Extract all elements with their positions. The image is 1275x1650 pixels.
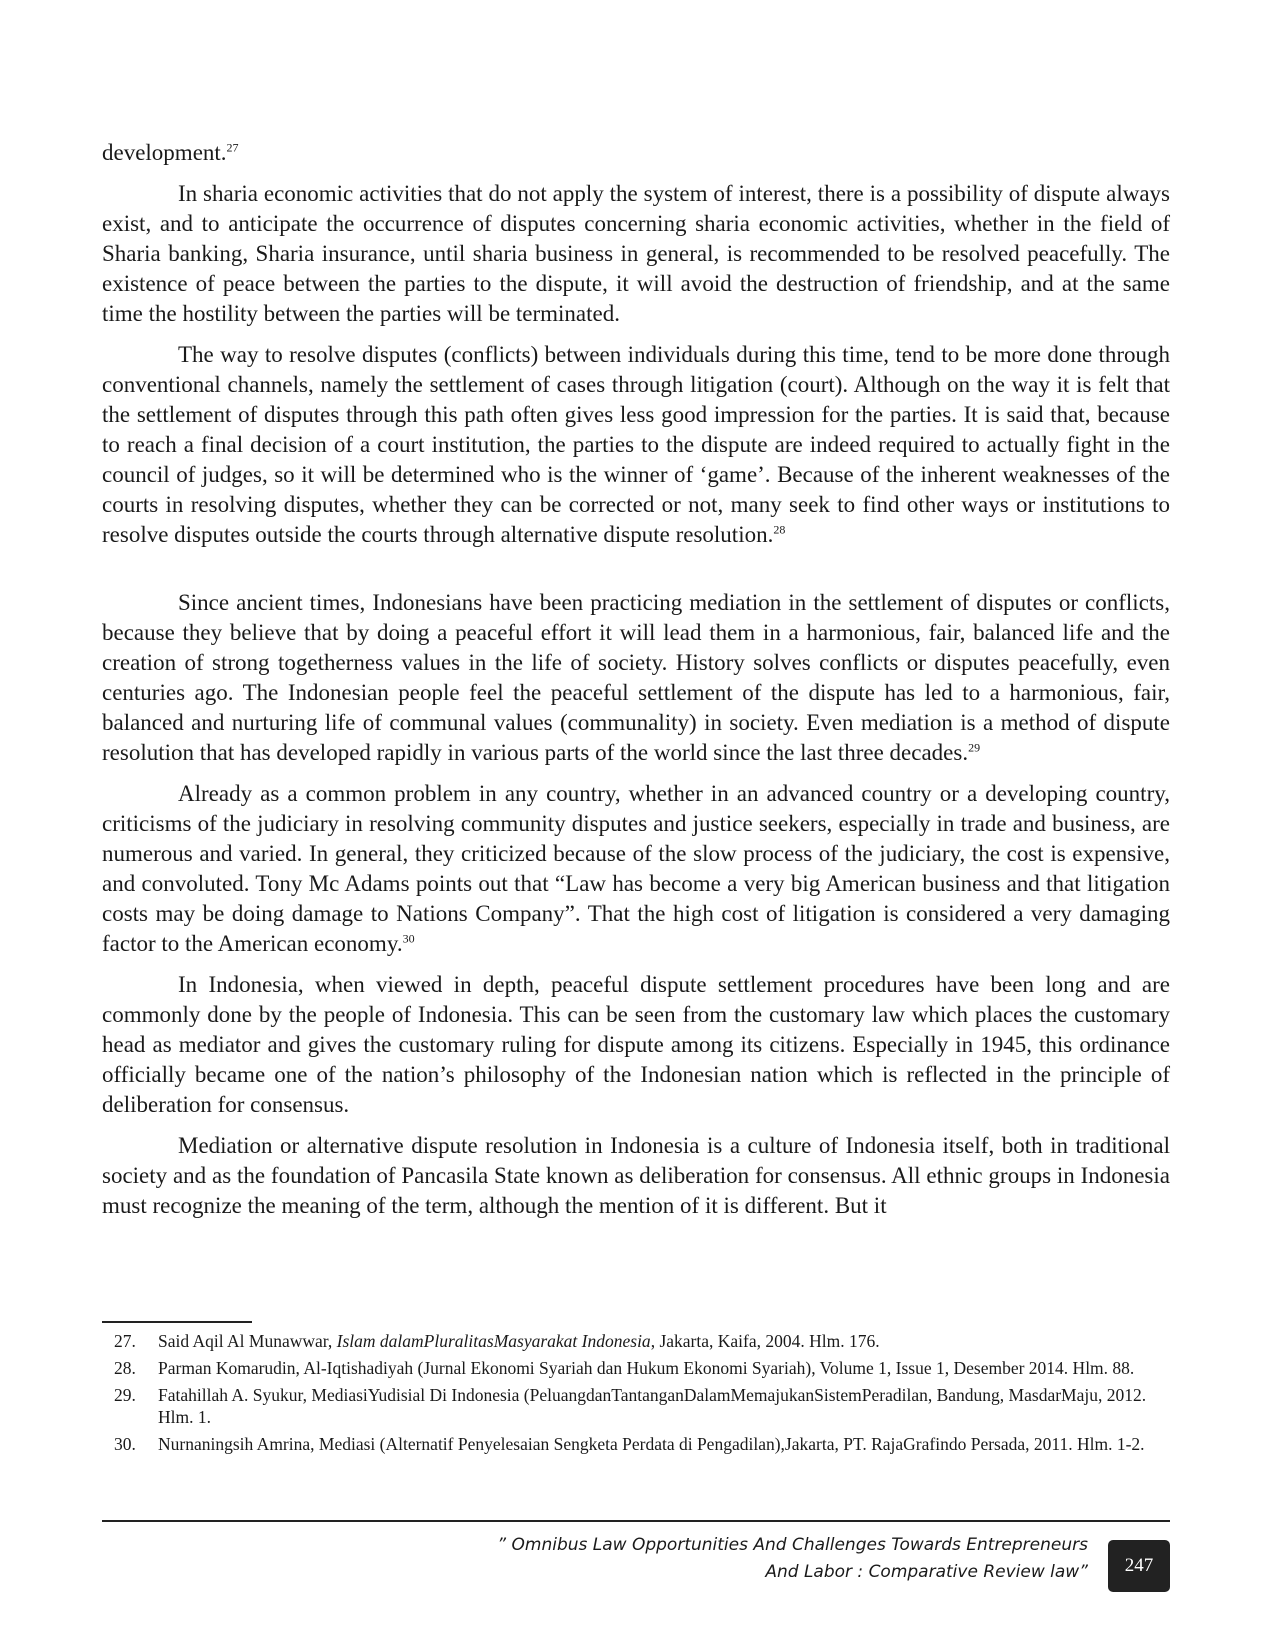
footnotes (102, 1330, 1170, 1460)
paragraph-text: development. (102, 140, 227, 165)
paragraph-continuation (102, 138, 1170, 168)
footnote-ref-30[interactable]: 30 (402, 931, 415, 946)
running-footer (388, 1532, 1088, 1586)
footnote-text: Parman Komarudin, Al-Iqtishadiyah (Jurnal Ekonomi Syariah dan Hukum Ekonomi Syariah), Volume 1, Issue 1, Desember 2014. Hlm. 88. (158, 1358, 1135, 1378)
footer-divider (102, 1520, 1170, 1522)
footnote-number: 29. (114, 1385, 136, 1405)
page-number: 247 (1124, 1555, 1154, 1576)
footer-line-2: And Labor : Comparative Review law” (765, 1562, 1088, 1582)
footnote-text (158, 1330, 1170, 1352)
footnote-number: 28. (114, 1358, 136, 1378)
footnote-divider (102, 1321, 252, 1323)
paragraph-mediation-history (102, 588, 1170, 768)
paragraph-litigation (102, 340, 1170, 550)
footer-line-1: ” Omnibus Law Opportunities And Challenges Towards Entrepreneurs (497, 1535, 1088, 1555)
footnote-text: Nurnaningsih Amrina, Mediasi (Alternatif Penyelesaian Sengketa Perdata di Pengadilan),Jakarta, PT. RajaGrafindo Persada, 2011. Hlm. 1-2. (158, 1434, 1145, 1454)
footnote-number: 30. (114, 1434, 136, 1454)
footnote-number: 27. (114, 1331, 136, 1351)
footnote-ref-27[interactable]: 27 (226, 140, 239, 155)
footnote-item (102, 1433, 1170, 1455)
body-text (102, 138, 1170, 1232)
paragraph-text: The way to resolve disputes (conflicts) between individuals during this time, tend to be more done through conventional channels, namely the settlement of cases through litigation (court). Although on the way it is felt that the settlement of disputes through this path often gives less good impression for the parties. It is said that, because to reach a final decision of a court institution, the parties to the dispute are indeed required to actually fight in the council of judges, so it will be determined who is the winner of ‘game’. Because of the inherent weaknesses of the courts in resolving disputes, whether they can be corrected or not, many seek to find other ways or institutions to resolve disputes outside the courts through alternative dispute resolution. (102, 342, 1170, 547)
paragraph-customary-law: In Indonesia, when viewed in depth, peaceful dispute settlement procedures have been long and are commonly done by the people of Indonesia. This can be seen from the customary law which places the customary head as mediator and gives the customary ruling for dispute among its citizens. Especially in 1945, this ordinance officially became one of the nation’s philosophy of the Indonesian nation which is reflected in the principle of deliberation for consensus. (102, 972, 1170, 1117)
footnote-text-plain: , Jakarta, Kaifa, 2004. Hlm. 176. (650, 1331, 880, 1351)
paragraph-text: Since ancient times, Indonesians have been practicing mediation in the settlement of disputes or conflicts, because they believe that by doing a peaceful effort it will lead them in a harmonious, fair, balanced life and the creation of strong togetherness values in the life of society. History solves conflicts or disputes peacefully, even centuries ago. The Indonesian people feel the peaceful settlement of the dispute has led to a harmonious, fair, balanced and nurturing life of communal values (communality) in society. Even mediation is a method of dispute resolution that has developed rapidly in various parts of the world since the last three decades. (102, 590, 1170, 765)
page-number-badge (1108, 1540, 1170, 1592)
paragraph-pancasila: Mediation or alternative dispute resolution in Indonesia is a culture of Indonesia itself, both in traditional society and as the foundation of Pancasila State known as deliberation for consensus. All ethnic groups in Indonesia must recognize the meaning of the term, although the mention of it is different. But it (102, 1133, 1170, 1218)
footnote-text-plain: Said Aqil Al Munawwar, (158, 1331, 337, 1351)
footnote-item (102, 1357, 1170, 1379)
footnote-ref-28[interactable]: 28 (773, 522, 786, 537)
paragraph-sharia-disputes: In sharia economic activities that do not apply the system of interest, there is a possibility of dispute always exist, and to anticipate the occurrence of disputes concerning sharia economic activities, whether in the field of Sharia banking, Sharia insurance, until sharia business in general, is recommended to be resolved peacefully. The existence of peace between the parties to the dispute, it will avoid the destruction of friendship, and at the same time the hostility between the parties will be terminated. (102, 181, 1170, 326)
paragraph-text: Already as a common problem in any country, whether in an advanced country or a developing country, criticisms of the judiciary in resolving community disputes and justice seekers, especially in trade and business, are numerous and varied. In general, they criticized because of the slow process of the judiciary, the cost is expensive, and convoluted. Tony Mc Adams points out that “Law has become a very big American business and that litigation costs may be doing damage to Nations Company”. That the high cost of litigation is considered a very damaging factor to the American economy. (102, 781, 1170, 956)
footnote-item (102, 1384, 1170, 1428)
footnote-ref-29[interactable]: 29 (968, 740, 981, 755)
paragraph-judiciary-criticism (102, 779, 1170, 959)
footnote-title-italic: Islam dalamPluralitasMasyarakat Indonesia (336, 1331, 651, 1351)
footnote-item (102, 1330, 1170, 1352)
footnote-text: Fatahillah A. Syukur, MediasiYudisial Di Indonesia (PeluangdanTantanganDalamMemajukanSistemPeradilan, Bandung, MasdarMaju, 2012. Hlm. 1. (158, 1385, 1147, 1427)
